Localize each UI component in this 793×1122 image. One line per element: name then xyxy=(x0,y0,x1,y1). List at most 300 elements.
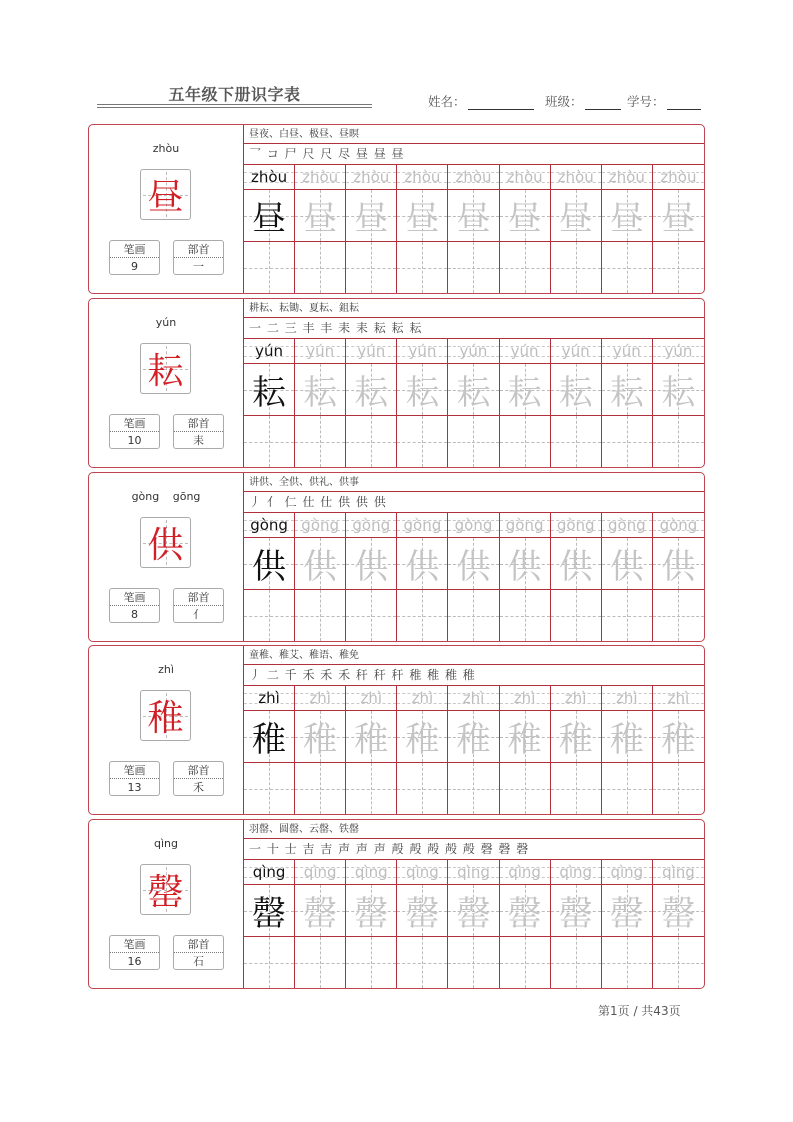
stroke-count-box xyxy=(109,588,160,623)
trace-character: 耘 xyxy=(507,373,542,413)
stroke-count-label: 笔画 xyxy=(110,589,159,606)
worksheet-header xyxy=(97,78,372,110)
trace-character: 供 xyxy=(354,547,389,587)
radical-label: 部首 xyxy=(174,936,223,953)
character-trace-cell[interactable] xyxy=(653,190,704,242)
pinyin-text: zhòu xyxy=(506,168,543,186)
empty-writing-cell[interactable] xyxy=(551,242,602,293)
empty-writing-cell[interactable] xyxy=(448,416,499,467)
pinyin-practice-cell[interactable] xyxy=(295,339,346,364)
empty-writing-cell[interactable] xyxy=(346,937,397,988)
practice-panel xyxy=(244,299,704,467)
stroke-order: 丿 亻 仁 仕 仕 供 供 供 xyxy=(244,492,704,513)
trace-character: 昼 xyxy=(609,199,644,239)
trace-character: 耘 xyxy=(558,373,593,413)
trace-character: 昼 xyxy=(354,199,389,239)
pinyin-practice-cell[interactable] xyxy=(346,860,397,885)
pinyin-practice-cell[interactable] xyxy=(500,165,551,190)
pinyin-practice-cell[interactable] xyxy=(653,686,704,711)
character-trace-cell[interactable] xyxy=(346,538,397,590)
empty-writing-cell[interactable] xyxy=(602,590,653,641)
pinyin-text: zhì xyxy=(258,689,280,707)
trace-character: 罄 xyxy=(661,894,696,934)
pinyin-text: yún xyxy=(510,342,539,360)
empty-writing-cell[interactable] xyxy=(500,242,551,293)
trace-character: 耘 xyxy=(456,373,491,413)
radical-box xyxy=(173,240,224,275)
pinyin-practice-cell[interactable] xyxy=(295,165,346,190)
character-display-box xyxy=(140,517,191,568)
pinyin-text: zhòu xyxy=(455,168,492,186)
pinyin-practice-cell[interactable] xyxy=(653,339,704,364)
practice-grid xyxy=(244,860,704,988)
character-trace-cell[interactable] xyxy=(602,364,653,416)
empty-writing-cell[interactable] xyxy=(346,242,397,293)
empty-writing-cell[interactable] xyxy=(551,590,602,641)
pinyin-text: gòng xyxy=(250,516,288,534)
trace-character: 昼 xyxy=(507,199,542,239)
pinyin-practice-cell[interactable] xyxy=(346,165,397,190)
pinyin-practice-cell[interactable] xyxy=(448,860,499,885)
pinyin-practice-cell[interactable] xyxy=(448,165,499,190)
class-field[interactable] xyxy=(545,92,621,110)
class-label: 班级： xyxy=(545,94,583,109)
stroke-order: 乛 コ 尸 尺 尺 尽 昼 昼 昼 xyxy=(244,144,704,165)
pinyin-text: qìng xyxy=(303,863,337,881)
pinyin-practice-cell[interactable] xyxy=(500,339,551,364)
trace-character: 供 xyxy=(558,547,593,587)
empty-writing-cell[interactable] xyxy=(448,763,499,814)
character-trace-cell[interactable] xyxy=(448,885,499,937)
pinyin-text: zhì xyxy=(667,689,690,707)
radical-box xyxy=(173,414,224,449)
pinyin-text: zhì xyxy=(309,689,331,707)
character-trace-cell[interactable] xyxy=(346,190,397,242)
name-field[interactable] xyxy=(428,92,534,110)
main-character: 昼 xyxy=(147,177,184,218)
main-character: 罄 xyxy=(147,872,184,913)
practice-grid xyxy=(244,686,704,814)
empty-writing-cell[interactable] xyxy=(244,416,295,467)
practice-panel xyxy=(244,820,704,988)
trace-character: 稚 xyxy=(661,720,696,760)
pinyin-practice-cell[interactable] xyxy=(653,165,704,190)
empty-writing-cell[interactable] xyxy=(602,763,653,814)
character-display-box xyxy=(140,169,191,220)
practice-panel xyxy=(244,125,704,293)
practice-grid xyxy=(244,513,704,641)
pinyin-text: zhòu xyxy=(353,168,390,186)
character-trace-cell[interactable] xyxy=(500,538,551,590)
trace-character: 罄 xyxy=(558,894,593,934)
character-trace-cell[interactable] xyxy=(653,538,704,590)
character-trace-cell[interactable] xyxy=(295,711,346,763)
empty-writing-cell[interactable] xyxy=(295,242,346,293)
pinyin-text: qìng xyxy=(406,863,439,881)
pinyin-text: zhì xyxy=(360,689,383,707)
pinyin-text: yún xyxy=(408,342,437,360)
pinyin-text: yún xyxy=(357,342,386,360)
pinyin-practice-cell[interactable] xyxy=(397,339,448,364)
pinyin-practice-cell[interactable] xyxy=(244,339,295,364)
pinyin-text: zhì xyxy=(411,689,434,707)
empty-writing-cell[interactable] xyxy=(653,763,704,814)
character-pinyin: zhì xyxy=(158,663,174,676)
pinyin-practice-cell[interactable] xyxy=(448,339,499,364)
trace-character: 供 xyxy=(405,547,440,587)
character-trace-cell[interactable] xyxy=(653,364,704,416)
example-words: 羽罄、圆罄、云罄、铁罄 xyxy=(244,820,704,839)
pinyin-text: qìng xyxy=(610,863,644,881)
character-trace-cell[interactable] xyxy=(448,711,499,763)
pinyin-text: zhòu xyxy=(302,168,339,186)
pinyin-practice-cell[interactable] xyxy=(346,686,397,711)
trace-character: 供 xyxy=(252,547,287,587)
stroke-count-value: 10 xyxy=(127,434,142,447)
character-pinyin: yún xyxy=(155,316,177,329)
pinyin-practice-cell[interactable] xyxy=(500,513,551,538)
pinyin-practice-cell[interactable] xyxy=(295,686,346,711)
empty-writing-cell[interactable] xyxy=(244,590,295,641)
pinyin-practice-cell[interactable] xyxy=(653,513,704,538)
character-display-box xyxy=(140,343,191,394)
pinyin-practice-cell[interactable] xyxy=(295,860,346,885)
trace-character: 耘 xyxy=(252,373,287,413)
pinyin-text: zhì xyxy=(513,689,536,707)
name-label: 姓名： xyxy=(428,94,466,109)
empty-writing-cell[interactable] xyxy=(346,416,397,467)
radical-value: 耒 xyxy=(193,434,204,447)
stroke-order: 一 十 士 吉 吉 声 声 声 殸 殸 殸 殸 殸 磬 磬 磬 xyxy=(244,839,704,860)
character-trace-cell[interactable] xyxy=(244,538,295,590)
empty-writing-cell[interactable] xyxy=(653,416,704,467)
stroke-count-box xyxy=(109,935,160,970)
pinyin-text: zhòu xyxy=(251,168,288,186)
pinyin-practice-cell[interactable] xyxy=(551,339,602,364)
empty-writing-cell[interactable] xyxy=(602,937,653,988)
character-info-panel xyxy=(89,820,244,988)
empty-writing-cell[interactable] xyxy=(295,937,346,988)
empty-writing-cell[interactable] xyxy=(551,763,602,814)
pinyin-text: yún xyxy=(561,342,590,360)
pinyin-text: zhòu xyxy=(660,168,697,186)
character-trace-cell[interactable] xyxy=(500,885,551,937)
trace-character: 耘 xyxy=(661,373,696,413)
pinyin-practice-cell[interactable] xyxy=(397,513,448,538)
character-trace-cell[interactable] xyxy=(397,711,448,763)
stroke-count-box xyxy=(109,414,160,449)
character-info-panel xyxy=(89,299,244,467)
empty-writing-cell[interactable] xyxy=(244,937,295,988)
empty-writing-cell[interactable] xyxy=(500,763,551,814)
trace-character: 罄 xyxy=(507,894,542,934)
trace-character: 稚 xyxy=(558,720,593,760)
empty-writing-cell[interactable] xyxy=(397,590,448,641)
pinyin-text: yún xyxy=(664,342,693,360)
class-blank[interactable] xyxy=(585,96,621,110)
trace-character: 稚 xyxy=(303,720,338,760)
character-trace-cell[interactable] xyxy=(551,190,602,242)
example-words: 耕耘、耘锄、夏耘、鉏耘 xyxy=(244,299,704,318)
stroke-count-label: 笔画 xyxy=(110,762,159,779)
trace-character: 供 xyxy=(507,547,542,587)
character-card xyxy=(88,124,705,294)
character-trace-cell[interactable] xyxy=(244,364,295,416)
student-id-label: 学号： xyxy=(627,94,665,109)
character-trace-cell[interactable] xyxy=(653,711,704,763)
trace-character: 罄 xyxy=(456,894,491,934)
pinyin-practice-cell[interactable] xyxy=(244,513,295,538)
practice-grid xyxy=(244,339,704,467)
pinyin-practice-cell[interactable] xyxy=(602,860,653,885)
character-trace-cell[interactable] xyxy=(448,190,499,242)
radical-label: 部首 xyxy=(174,589,223,606)
trace-character: 罄 xyxy=(609,894,644,934)
character-trace-cell[interactable] xyxy=(244,885,295,937)
character-pinyin: qìng xyxy=(154,837,178,850)
character-trace-cell[interactable] xyxy=(551,711,602,763)
radical-box xyxy=(173,761,224,796)
main-character: 供 xyxy=(147,525,184,566)
empty-writing-cell[interactable] xyxy=(244,763,295,814)
stroke-count-value: 8 xyxy=(131,608,138,621)
trace-character: 耘 xyxy=(354,373,389,413)
pinyin-practice-cell[interactable] xyxy=(244,686,295,711)
trace-character: 罄 xyxy=(303,894,338,934)
empty-writing-cell[interactable] xyxy=(500,416,551,467)
empty-writing-cell[interactable] xyxy=(397,937,448,988)
trace-character: 昼 xyxy=(252,199,287,239)
pinyin-practice-cell[interactable] xyxy=(551,860,602,885)
pinyin-practice-cell[interactable] xyxy=(346,339,397,364)
radical-value: 禾 xyxy=(193,781,204,794)
pinyin-practice-cell[interactable] xyxy=(602,686,653,711)
pinyin-practice-cell[interactable] xyxy=(295,513,346,538)
character-trace-cell[interactable] xyxy=(551,538,602,590)
stroke-count-box xyxy=(109,761,160,796)
radical-value: 一 xyxy=(193,260,204,273)
pinyin-text: qìng xyxy=(252,863,286,881)
empty-writing-cell[interactable] xyxy=(448,242,499,293)
character-display-box xyxy=(140,864,191,915)
empty-writing-cell[interactable] xyxy=(448,590,499,641)
pinyin-practice-cell[interactable] xyxy=(602,339,653,364)
stroke-count-value: 9 xyxy=(131,260,138,273)
pinyin-text: zhì xyxy=(564,689,587,707)
empty-writing-cell[interactable] xyxy=(551,416,602,467)
empty-writing-cell[interactable] xyxy=(448,937,499,988)
character-info-panel xyxy=(89,473,244,641)
pinyin-text: gòng xyxy=(607,516,646,534)
pinyin-text: zhòu xyxy=(404,168,441,186)
empty-writing-cell[interactable] xyxy=(397,242,448,293)
character-info-panel xyxy=(89,125,244,293)
trace-character: 耘 xyxy=(405,373,440,413)
character-pinyin: zhòu xyxy=(152,142,180,155)
radical-box xyxy=(173,935,224,970)
stroke-count-label: 笔画 xyxy=(110,936,159,953)
character-trace-cell[interactable] xyxy=(346,885,397,937)
character-trace-cell[interactable] xyxy=(653,885,704,937)
character-trace-cell[interactable] xyxy=(397,190,448,242)
radical-value: 亻 xyxy=(193,608,204,621)
pinyin-text: zhòu xyxy=(557,168,594,186)
character-trace-cell[interactable] xyxy=(346,711,397,763)
pinyin-text: qìng xyxy=(662,863,695,881)
trace-character: 稚 xyxy=(354,720,389,760)
pinyin-text: qìng xyxy=(354,863,388,881)
empty-writing-cell[interactable] xyxy=(295,763,346,814)
character-trace-cell[interactable] xyxy=(295,538,346,590)
pinyin-text: qìng xyxy=(457,863,490,881)
pinyin-text: yún xyxy=(306,342,335,360)
pinyin-practice-cell[interactable] xyxy=(244,165,295,190)
character-trace-cell[interactable] xyxy=(448,538,499,590)
radical-label: 部首 xyxy=(174,762,223,779)
pinyin-practice-cell[interactable] xyxy=(397,686,448,711)
pinyin-text: zhì xyxy=(616,689,638,707)
trace-character: 昼 xyxy=(558,199,593,239)
stroke-order: 一 二 三 丰 丰 耒 耒 耘 耘 耘 xyxy=(244,318,704,339)
character-trace-cell[interactable] xyxy=(602,885,653,937)
empty-writing-cell[interactable] xyxy=(500,937,551,988)
character-trace-cell[interactable] xyxy=(346,364,397,416)
example-words: 昼夜、白昼、极昼、昼暝 xyxy=(244,125,704,144)
stroke-order: 丿 二 千 禾 禾 禾 秆 秆 秆 稚 稚 稚 稚 xyxy=(244,665,704,686)
empty-writing-cell[interactable] xyxy=(653,937,704,988)
name-blank[interactable] xyxy=(468,96,534,110)
pinyin-text: yún xyxy=(612,342,641,360)
pinyin-text: gòng xyxy=(505,516,544,534)
example-words: 讲供、全供、供礼、供事 xyxy=(244,473,704,492)
page-title: 五年级下册识字表 xyxy=(168,85,301,104)
character-trace-cell[interactable] xyxy=(397,364,448,416)
character-trace-cell[interactable] xyxy=(397,538,448,590)
character-trace-cell[interactable] xyxy=(500,711,551,763)
pinyin-text: gòng xyxy=(352,516,391,534)
empty-writing-cell[interactable] xyxy=(653,590,704,641)
character-display-box xyxy=(140,690,191,741)
pinyin-practice-cell[interactable] xyxy=(448,513,499,538)
empty-writing-cell[interactable] xyxy=(295,590,346,641)
pinyin-text: yún xyxy=(255,342,283,360)
example-words: 童稚、稚艾、稚语、稚免 xyxy=(244,646,704,665)
character-trace-cell[interactable] xyxy=(244,190,295,242)
character-trace-cell[interactable] xyxy=(295,364,346,416)
trace-character: 罄 xyxy=(252,894,287,934)
empty-writing-cell[interactable] xyxy=(500,590,551,641)
character-trace-cell[interactable] xyxy=(602,711,653,763)
trace-character: 罄 xyxy=(354,894,389,934)
trace-character: 供 xyxy=(303,547,338,587)
title-underline xyxy=(97,104,372,105)
pinyin-text: gòng xyxy=(301,516,340,534)
practice-grid xyxy=(244,165,704,293)
empty-writing-cell[interactable] xyxy=(295,416,346,467)
pinyin-text: gòng xyxy=(659,516,698,534)
empty-writing-cell[interactable] xyxy=(346,763,397,814)
trace-character: 耘 xyxy=(609,373,644,413)
empty-writing-cell[interactable] xyxy=(346,590,397,641)
page-indicator: 第1页 / 共43页 xyxy=(598,1004,681,1018)
empty-writing-cell[interactable] xyxy=(551,937,602,988)
pinyin-practice-cell[interactable] xyxy=(397,165,448,190)
pinyin-practice-cell[interactable] xyxy=(448,686,499,711)
character-pinyin: gòng gōng xyxy=(131,490,201,503)
radical-label: 部首 xyxy=(174,415,223,432)
character-card xyxy=(88,472,705,642)
character-trace-cell[interactable] xyxy=(295,885,346,937)
pinyin-text: qìng xyxy=(508,863,541,881)
stroke-count-value: 13 xyxy=(127,781,142,794)
character-info-panel xyxy=(89,646,244,814)
student-id-field[interactable] xyxy=(627,92,701,110)
pinyin-practice-cell[interactable] xyxy=(653,860,704,885)
character-trace-cell[interactable] xyxy=(602,538,653,590)
character-trace-cell[interactable] xyxy=(295,190,346,242)
pinyin-text: gòng xyxy=(403,516,442,534)
empty-writing-cell[interactable] xyxy=(397,763,448,814)
pinyin-text: qìng xyxy=(559,863,593,881)
radical-box xyxy=(173,588,224,623)
pinyin-practice-cell[interactable] xyxy=(551,165,602,190)
trace-character: 罄 xyxy=(405,894,440,934)
pinyin-practice-cell[interactable] xyxy=(500,860,551,885)
trace-character: 昼 xyxy=(405,199,440,239)
trace-character: 昼 xyxy=(456,199,491,239)
pinyin-text: zhì xyxy=(462,689,485,707)
trace-character: 供 xyxy=(661,547,696,587)
stroke-count-label: 笔画 xyxy=(110,241,159,258)
empty-writing-cell[interactable] xyxy=(653,242,704,293)
empty-writing-cell[interactable] xyxy=(244,242,295,293)
student-id-blank[interactable] xyxy=(667,96,701,110)
character-trace-cell[interactable] xyxy=(500,190,551,242)
stroke-count-label: 笔画 xyxy=(110,415,159,432)
pinyin-practice-cell[interactable] xyxy=(551,686,602,711)
pinyin-practice-cell[interactable] xyxy=(244,860,295,885)
empty-writing-cell[interactable] xyxy=(602,416,653,467)
pinyin-practice-cell[interactable] xyxy=(346,513,397,538)
character-trace-cell[interactable] xyxy=(551,885,602,937)
trace-character: 昼 xyxy=(661,199,696,239)
character-trace-cell[interactable] xyxy=(602,190,653,242)
trace-character: 稚 xyxy=(609,720,644,760)
character-trace-cell[interactable] xyxy=(448,364,499,416)
empty-writing-cell[interactable] xyxy=(397,416,448,467)
main-character: 耘 xyxy=(147,351,184,392)
stroke-count-box xyxy=(109,240,160,275)
character-trace-cell[interactable] xyxy=(397,885,448,937)
empty-writing-cell[interactable] xyxy=(602,242,653,293)
pinyin-practice-cell[interactable] xyxy=(397,860,448,885)
character-trace-cell[interactable] xyxy=(244,711,295,763)
character-trace-cell[interactable] xyxy=(551,364,602,416)
trace-character: 耘 xyxy=(303,373,338,413)
pinyin-text: gòng xyxy=(556,516,595,534)
character-trace-cell[interactable] xyxy=(500,364,551,416)
pinyin-practice-cell[interactable] xyxy=(551,513,602,538)
pinyin-practice-cell[interactable] xyxy=(500,686,551,711)
pinyin-practice-cell[interactable] xyxy=(602,165,653,190)
character-card xyxy=(88,298,705,468)
pinyin-text: gòng xyxy=(454,516,493,534)
pinyin-text: zhòu xyxy=(608,168,645,186)
stroke-count-value: 16 xyxy=(127,955,142,968)
trace-character: 供 xyxy=(456,547,491,587)
pinyin-practice-cell[interactable] xyxy=(602,513,653,538)
trace-character: 昼 xyxy=(303,199,338,239)
